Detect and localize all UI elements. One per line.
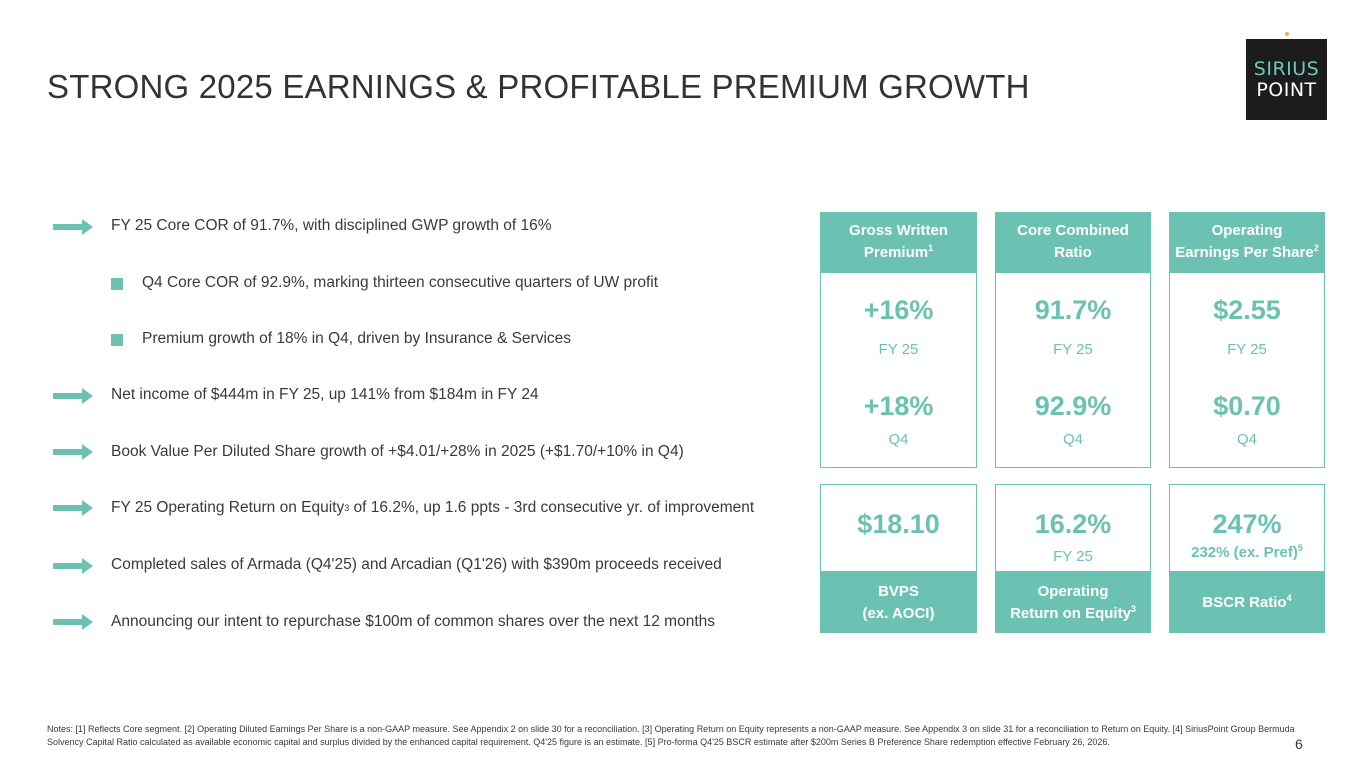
bullet-text-part: of 16.2%, up 1.6 ppts - 3rd consecutive yr. of improvement bbox=[349, 499, 755, 516]
arrow-right-icon bbox=[53, 217, 93, 237]
bullet-text-part: FY 25 Operating Return on Equity bbox=[111, 499, 345, 516]
arrow-right-icon bbox=[53, 556, 93, 576]
arrow-right-icon bbox=[53, 442, 93, 462]
card-header-line: Gross Written bbox=[849, 222, 948, 239]
card-body-bvps bbox=[820, 484, 977, 572]
square-bullet-icon bbox=[111, 334, 123, 346]
bullet-item: FY 25 Core COR of 91.7%, with disciplined GWP growth of 16% bbox=[111, 217, 552, 234]
footnote-ref: 3 bbox=[1130, 603, 1136, 614]
card-footer-bvps bbox=[820, 572, 977, 633]
page-number: 6 bbox=[1295, 736, 1303, 752]
card-header-line: Core Combined bbox=[1017, 222, 1129, 239]
metric-value: 16.2% bbox=[1034, 509, 1112, 539]
card-header-eps bbox=[1169, 212, 1325, 272]
footnote-ref: 4 bbox=[1286, 592, 1292, 603]
metric-label: FY 25 bbox=[1227, 341, 1267, 358]
bullet-item: Q4 Core COR of 92.9%, marking thirteen consecutive quarters of UW profit bbox=[142, 274, 659, 291]
bullet-item: FY 25 Operating Return on Equity 3 of 16.2%, up 1.6 ppts - 3rd consecutive yr. of improvement bbox=[111, 499, 755, 516]
card-header-line: Premium bbox=[863, 244, 929, 261]
arrow-right-icon bbox=[53, 612, 93, 632]
metric-value: 91.7% bbox=[1034, 295, 1112, 325]
card-body-bscr bbox=[1169, 484, 1325, 572]
logo-line2: POINT bbox=[1256, 78, 1317, 101]
card-header-line: Operating bbox=[1211, 222, 1283, 239]
square-bullet-icon bbox=[111, 278, 123, 290]
metric-label: Q4 bbox=[1236, 431, 1257, 448]
bullet-item: Book Value Per Diluted Share growth of +$4.01/+28% in 2025 (+$1.70/+10% in Q4) bbox=[111, 443, 684, 460]
metric-label: FY 25 bbox=[1053, 341, 1093, 358]
logo-line1: SIRIUS bbox=[1253, 57, 1320, 80]
card-body-combined-ratio bbox=[995, 272, 1151, 468]
card-footer-line: Operating bbox=[1037, 582, 1109, 600]
card-header-line: Earnings Per Share bbox=[1175, 244, 1314, 261]
metric-label: FY 25 bbox=[878, 341, 919, 358]
metric-label: Q4 bbox=[1062, 431, 1083, 448]
metric-label: FY 25 bbox=[1053, 548, 1093, 565]
page-title: STRONG 2025 EARNINGS & PROFITABLE PREMIUM GROWTH bbox=[47, 68, 1030, 105]
siriuspoint-logo bbox=[1246, 39, 1327, 120]
footnote-ref: 5 bbox=[1297, 543, 1303, 553]
card-footer-bscr bbox=[1169, 572, 1325, 633]
metric-sublabel bbox=[1170, 544, 1324, 561]
arrow-right-icon bbox=[53, 386, 93, 406]
metric-value: 92.9% bbox=[1034, 391, 1112, 421]
card-body-roe bbox=[995, 484, 1151, 572]
bullet-item: Announcing our intent to repurchase $100m of common shares over the next 12 months bbox=[111, 613, 715, 630]
card-header-line: Ratio bbox=[1054, 244, 1092, 261]
card-footer-line: Return on Equity bbox=[1010, 604, 1131, 622]
metric-value: $18.10 bbox=[857, 509, 940, 539]
bullet-item: Completed sales of Armada (Q4'25) and Arcadian (Q1'26) with $390m proceeds received bbox=[111, 556, 722, 573]
card-footer-line: BVPS bbox=[878, 582, 919, 600]
metric-value: +16% bbox=[863, 295, 934, 325]
metric-label: Q4 bbox=[888, 431, 909, 448]
logo-star-icon bbox=[1285, 32, 1289, 36]
footnote-ref: 1 bbox=[928, 243, 934, 253]
arrow-right-icon bbox=[53, 498, 93, 518]
card-header-combined-ratio bbox=[995, 212, 1151, 272]
bullet-item: Net income of $444m in FY 25, up 141% from $184m in FY 24 bbox=[111, 386, 539, 403]
card-footer-line: BSCR Ratio bbox=[1202, 593, 1287, 611]
card-footer-roe bbox=[995, 572, 1151, 633]
metric-value: +18% bbox=[863, 391, 934, 421]
card-body-gwp bbox=[820, 272, 977, 468]
metric-sublabel-text: 232% (ex. Pref) bbox=[1191, 544, 1298, 561]
card-body-eps bbox=[1169, 272, 1325, 468]
footnote-ref: 2 bbox=[1313, 243, 1319, 253]
metric-value: $0.70 bbox=[1213, 391, 1281, 421]
card-footer-line: (ex. AOCI) bbox=[862, 604, 935, 622]
metric-value: 247% bbox=[1212, 509, 1282, 539]
footnotes: Notes: [1] Reflects Core segment. [2] Operating Diluted Earnings Per Share is a non-GAAP measure. See Appendix 2 on slide 30 for a reconciliation. [3] Operating Return on Equity represents a non-GAAP measure. See Appendix 3 on slide 31 for a reconciliation to Return on Equity. [4] SiriusPoint Group Bermuda Solvency Capital Ratio calculated as available economic capital and surplus divided by the enhanced capital requirement. Q4'25 figure is an estimate. [5] Pro-forma Q4'25 BSCR estimate after $200m Series B Preference Share redemption effective February 26, 2026. bbox=[47, 724, 1295, 747]
card-header-gwp bbox=[820, 212, 977, 272]
bullet-item: Premium growth of 18% in Q4, driven by Insurance & Services bbox=[142, 330, 572, 347]
metric-value: $2.55 bbox=[1213, 295, 1281, 325]
